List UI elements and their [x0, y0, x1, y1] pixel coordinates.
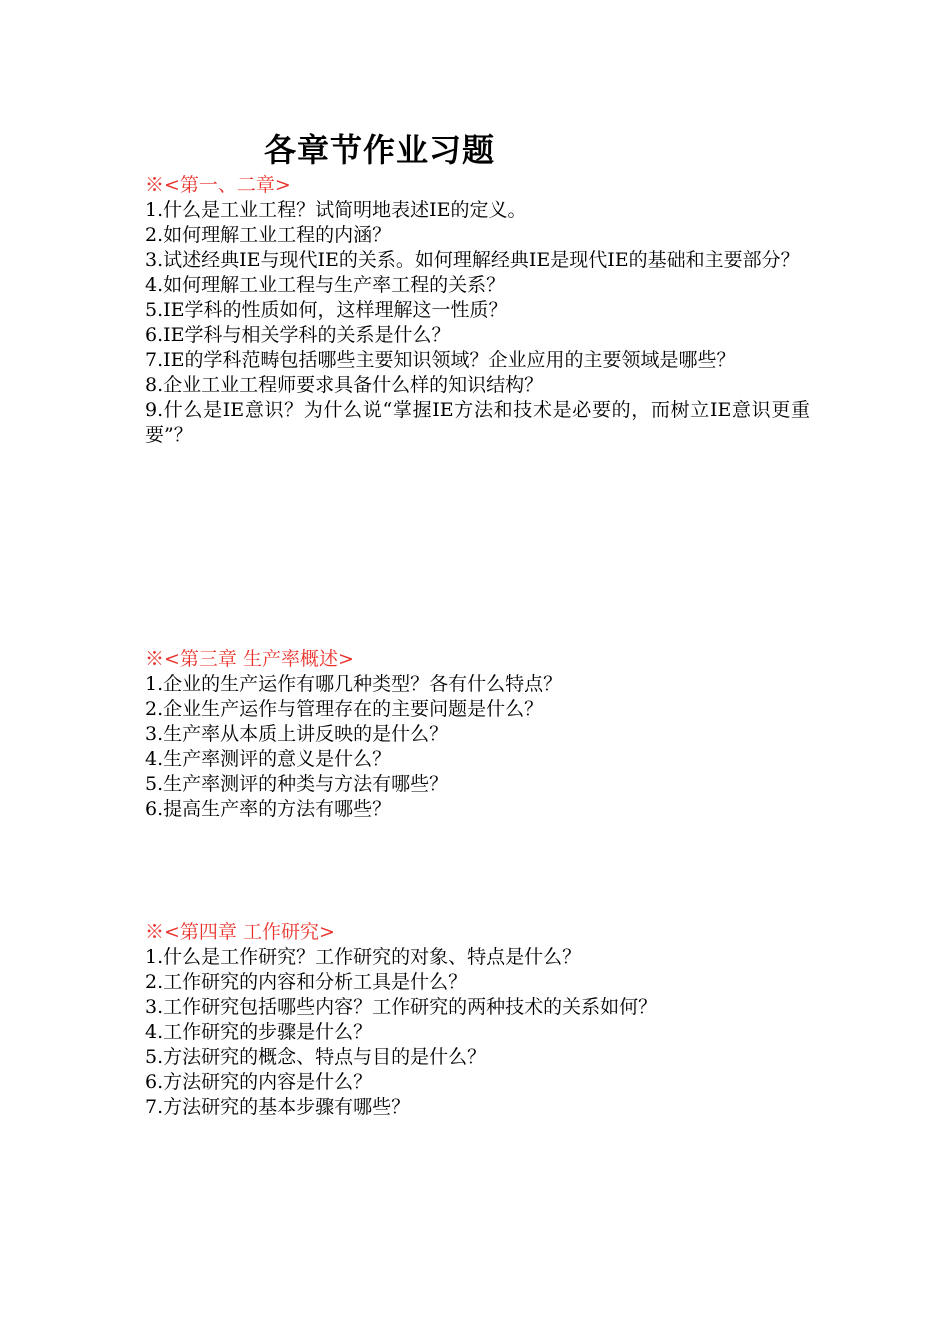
question-item: 5.生产率测评的种类与方法有哪些？ — [145, 773, 449, 795]
question-item: 6.IE学科与相关学科的关系是什么？ — [145, 324, 451, 346]
question-item: 3.工作研究包括哪些内容？工作研究的两种技术的关系如何？ — [145, 996, 658, 1018]
question-item: 7.方法研究的基本步骤有哪些？ — [145, 1096, 411, 1118]
question-list — [145, 945, 810, 1120]
section-chapter-1-2 — [145, 173, 810, 448]
section-heading: ※<第一、二章> — [145, 174, 291, 196]
question-item: 2.工作研究的内容和分析工具是什么？ — [145, 971, 468, 993]
question-item: 3.试述经典IE与现代IE的关系。如何理解经典IE是现代IE的基础和主要部分？ — [145, 249, 800, 271]
question-item: 1.企业的生产运作有哪几种类型？各有什么特点？ — [145, 673, 563, 695]
question-item: 3.生产率从本质上讲反映的是什么？ — [145, 723, 449, 745]
question-item: 7.IE的学科范畴包括哪些主要知识领域？企业应用的主要领域是哪些？ — [145, 349, 736, 371]
section-chapter-4 — [145, 920, 810, 1120]
section-heading: ※<第三章 生产率概述> — [145, 648, 354, 670]
question-item: 5.方法研究的概念、特点与目的是什么？ — [145, 1046, 487, 1068]
question-item: 9.什么是IE意识？为什么说“掌握IE方法和技术是必要的，而树立IE意识更重要”？ — [145, 399, 810, 446]
question-item: 1.什么是工作研究？工作研究的对象、特点是什么？ — [145, 946, 582, 968]
section-heading: ※<第四章 工作研究> — [145, 921, 335, 943]
question-item: 8.企业工业工程师要求具备什么样的知识结构？ — [145, 374, 544, 396]
question-item: 6.方法研究的内容是什么？ — [145, 1071, 373, 1093]
question-item: 5.IE学科的性质如何，这样理解这一性质？ — [145, 299, 508, 321]
question-list — [145, 672, 810, 822]
question-list — [145, 198, 810, 448]
question-item: 4.如何理解工业工程与生产率工程的关系？ — [145, 274, 506, 296]
section-chapter-3 — [145, 647, 810, 822]
question-item: 4.工作研究的步骤是什么？ — [145, 1021, 373, 1043]
question-item: 2.如何理解工业工程的内涵？ — [145, 224, 392, 246]
question-item: 2.企业生产运作与管理存在的主要问题是什么？ — [145, 698, 544, 720]
question-item: 4.生产率测评的意义是什么？ — [145, 748, 392, 770]
question-item: 1.什么是工业工程？试简明地表述IE的定义。 — [145, 199, 527, 221]
question-item: 6.提高生产率的方法有哪些？ — [145, 798, 392, 820]
document-title: 各章节作业习题 — [264, 131, 496, 169]
